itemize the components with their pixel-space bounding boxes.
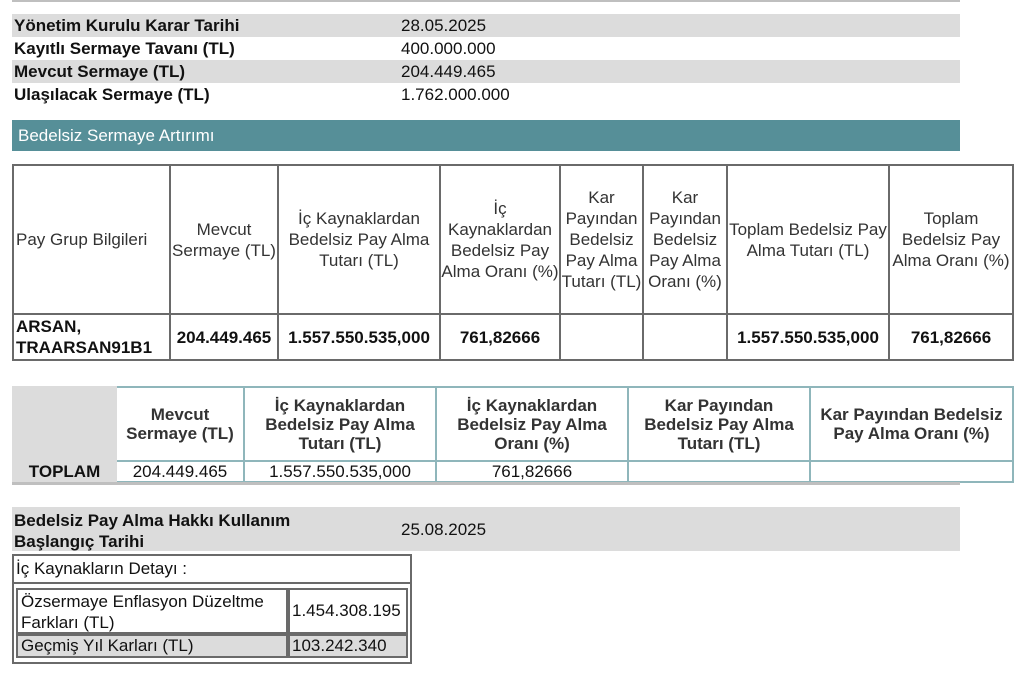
total-value-cell: 204.449.465 [116,461,244,482]
internal-rate-cell: 761,82666 [440,314,560,360]
info-value: 1.762.000.000 [401,85,510,104]
header-cell: Kar Payından Bedelsiz Pay Alma Oranı (%) [810,387,1013,461]
internal-sources-box [12,554,412,664]
header-cell: İç Kaynaklardan Bedelsiz Pay Alma Oranı (%) [436,387,628,461]
internal-source-label: Özsermaye Enflasyon Düzeltme Farkları (TL) [16,588,288,634]
info-label: Ulaşılacak Sermaye (TL) [14,85,210,104]
total-amount-cell: 1.557.550.535,000 [727,314,889,360]
totals-table [12,386,1014,483]
total-value-cell: 761,82666 [436,461,628,482]
share-group-table [12,164,1014,361]
header-empty-cell [13,387,116,461]
internal-source-value: 1.454.308.195 [288,588,408,634]
internal-source-row [16,588,408,634]
info-label: Kayıtlı Sermaye Tavanı (TL) [14,39,235,58]
header-cell: İç Kaynaklardan Bedelsiz Pay Alma Tutarı (TL) [278,165,440,314]
table-row [13,314,1013,360]
header-cell: İç Kaynaklardan Bedelsiz Pay Alma Tutarı (TL) [244,387,436,461]
info-row-board-decision-date [12,14,960,37]
header-cell: Toplam Bedelsiz Pay Alma Oranı (%) [889,165,1013,314]
section-divider [12,482,960,485]
info-value: 204.449.465 [401,62,496,81]
top-divider [12,0,960,2]
usage-start-date-row [12,507,960,551]
internal-source-value: 103.242.340 [288,634,408,658]
table-header-row [13,165,1013,314]
info-row-registered-capital-ceiling [12,37,960,60]
section-title: Bedelsiz Sermaye Artırımı [18,126,215,145]
info-row-target-capital [12,83,960,106]
header-cell: Kar Payından Bedelsiz Pay Alma Tutarı (TL) [560,165,643,314]
info-label: Mevcut Sermaye (TL) [14,62,185,81]
current-capital-cell: 204.449.465 [170,314,278,360]
section-header [12,120,960,151]
internal-source-label: Geçmiş Yıl Karları (TL) [16,634,288,658]
header-cell: Mevcut Sermaye (TL) [116,387,244,461]
total-rate-cell: 761,82666 [889,314,1013,360]
info-label: Yönetim Kurulu Karar Tarihi [14,16,240,35]
info-value: 28.05.2025 [401,16,487,35]
group-cell: ARSAN, TRAARSAN91B1 [13,314,170,360]
dividend-amount-cell [560,314,643,360]
info-row-current-capital [12,60,960,83]
total-value-cell: 1.557.550.535,000 [244,461,436,482]
header-cell: Mevcut Sermaye (TL) [170,165,278,314]
title-divider [14,582,410,584]
info-value: 400.000.000 [401,39,496,58]
header-cell: İç Kaynaklardan Bedelsiz Pay Alma Oranı (%) [440,165,560,314]
header-cell: Toplam Bedelsiz Pay Alma Tutarı (TL) [727,165,889,314]
table-header-row [13,387,1013,461]
internal-sources-title: İç Kaynakların Detayı : [16,559,188,578]
total-label: TOPLAM [13,461,116,482]
header-cell: Pay Grup Bilgileri [13,165,170,314]
internal-amount-cell: 1.557.550.535,000 [278,314,440,360]
internal-source-row [16,634,408,658]
dividend-rate-cell [643,314,727,360]
total-row [13,461,1013,482]
header-cell: Kar Payından Bedelsiz Pay Alma Tutarı (TL) [628,387,810,461]
total-value-cell [810,461,1013,482]
usage-start-label: Bedelsiz Pay Alma Hakkı Kullanım Başlangıç Tarihi [14,511,291,551]
usage-start-value: 25.08.2025 [401,520,487,539]
header-cell: Kar Payından Bedelsiz Pay Alma Oranı (%) [643,165,727,314]
total-value-cell [628,461,810,482]
